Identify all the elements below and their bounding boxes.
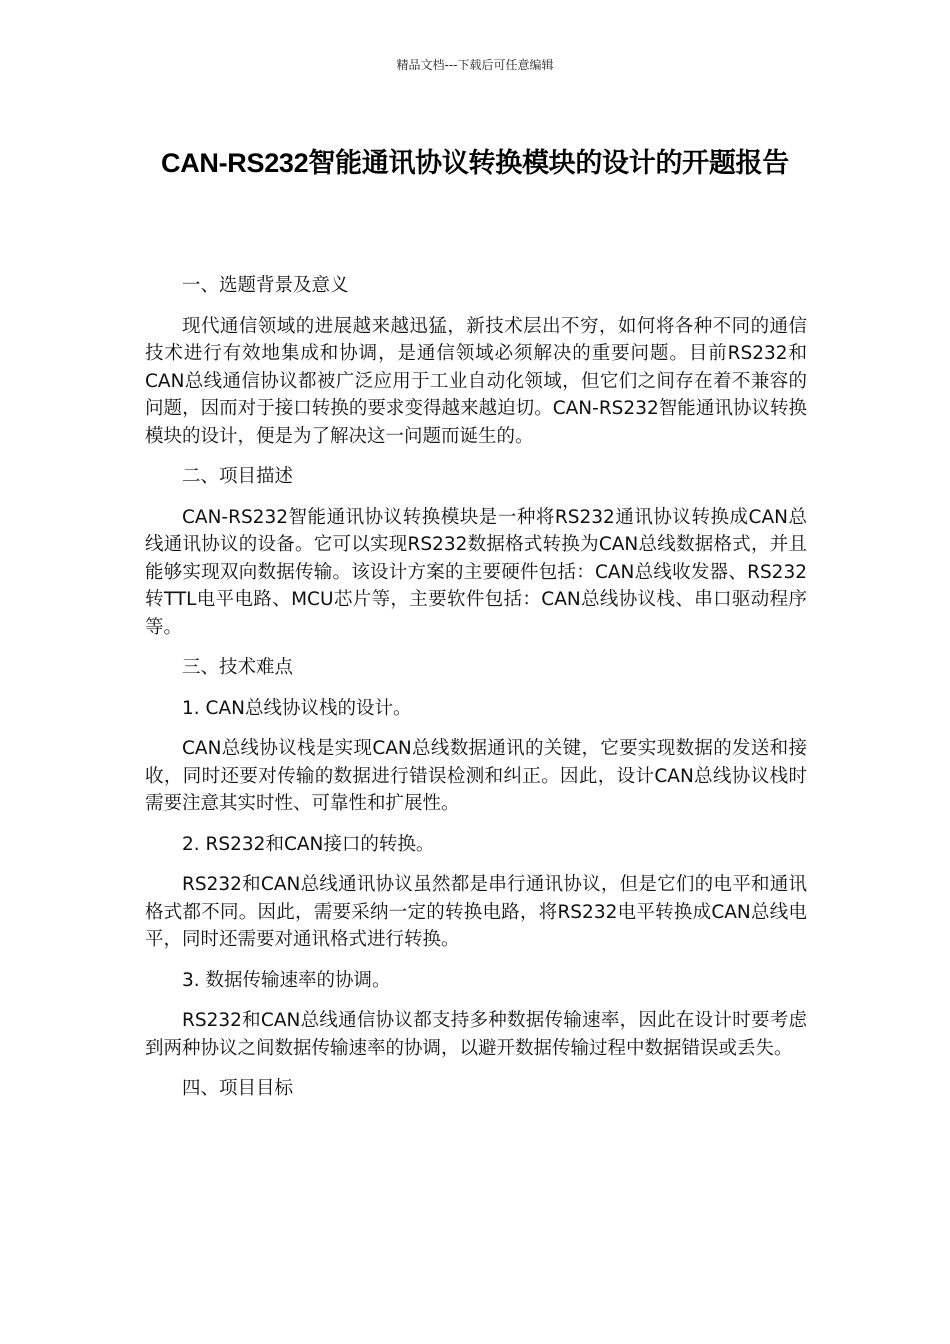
- subsection-heading: 3. 数据传输速率的协调。: [182, 969, 391, 991]
- section-heading: 二、项目描述: [182, 466, 294, 487]
- subsection-heading: 2. RS232和CAN接口的转换。: [182, 833, 435, 855]
- body-paragraph: RS232和CAN总线通讯协议虽然都是串行通讯协议，但是它们的电平和通讯格式都不同。因此，需要采纳一定的转换电路，将RS232电平转换成CAN总线电平，同时还需要对通讯格式进行转换。: [145, 874, 807, 950]
- section-heading: 三、技术难点: [182, 657, 294, 678]
- body-paragraph: 现代通信领域的进展越来越迅猛，新技术层出不穷，如何将各种不同的通信技术进行有效地集成和协调，是通信领域必须解决的重要问题。目前RS232和CAN总线通信协议都被广泛应用于工业自动化领域，但它们之间存在着不兼容的问题，因而对于接口转换的要求变得越来越迫切。CAN-RS232智能通讯协议转换模块的设计，便是为了解决这一问题而诞生的。: [145, 315, 807, 447]
- document-body: [145, 272, 807, 1116]
- section-heading: 四、项目目标: [182, 1078, 294, 1099]
- header-note: 精品文档---下载后可任意编辑: [396, 58, 554, 72]
- document-title: CAN-RS232智能通讯协议转换模块的设计的开题报告: [161, 148, 789, 178]
- body-paragraph: RS232和CAN总线通信协议都支持多种数据传输速率，因此在设计时要考虑到两种协议之间数据传输速率的协调，以避开数据传输过程中数据错误或丢失。: [145, 1010, 807, 1059]
- subsection-heading: 1. CAN总线协议栈的设计。: [182, 697, 412, 719]
- section-heading: 一、选题背景及意义: [182, 275, 349, 296]
- body-paragraph: CAN-RS232智能通讯协议转换模块是一种将RS232通讯协议转换成CAN总线通讯协议的设备。它可以实现RS232数据格式转换为CAN总线数据格式，并且能够实现双向数据传输。该设计方案的主要硬件包括：CAN总线收发器、RS232转TTL电平电路、MCU芯片等，主要软件包括：CAN总线协议栈、串口驱动程序等。: [145, 506, 807, 638]
- body-paragraph: CAN总线协议栈是实现CAN总线数据通讯的关键，它要实现数据的发送和接收，同时还要对传输的数据进行错误检测和纠正。因此，设计CAN总线协议栈时需要注意其实时性、可靠性和扩展性。: [145, 738, 807, 814]
